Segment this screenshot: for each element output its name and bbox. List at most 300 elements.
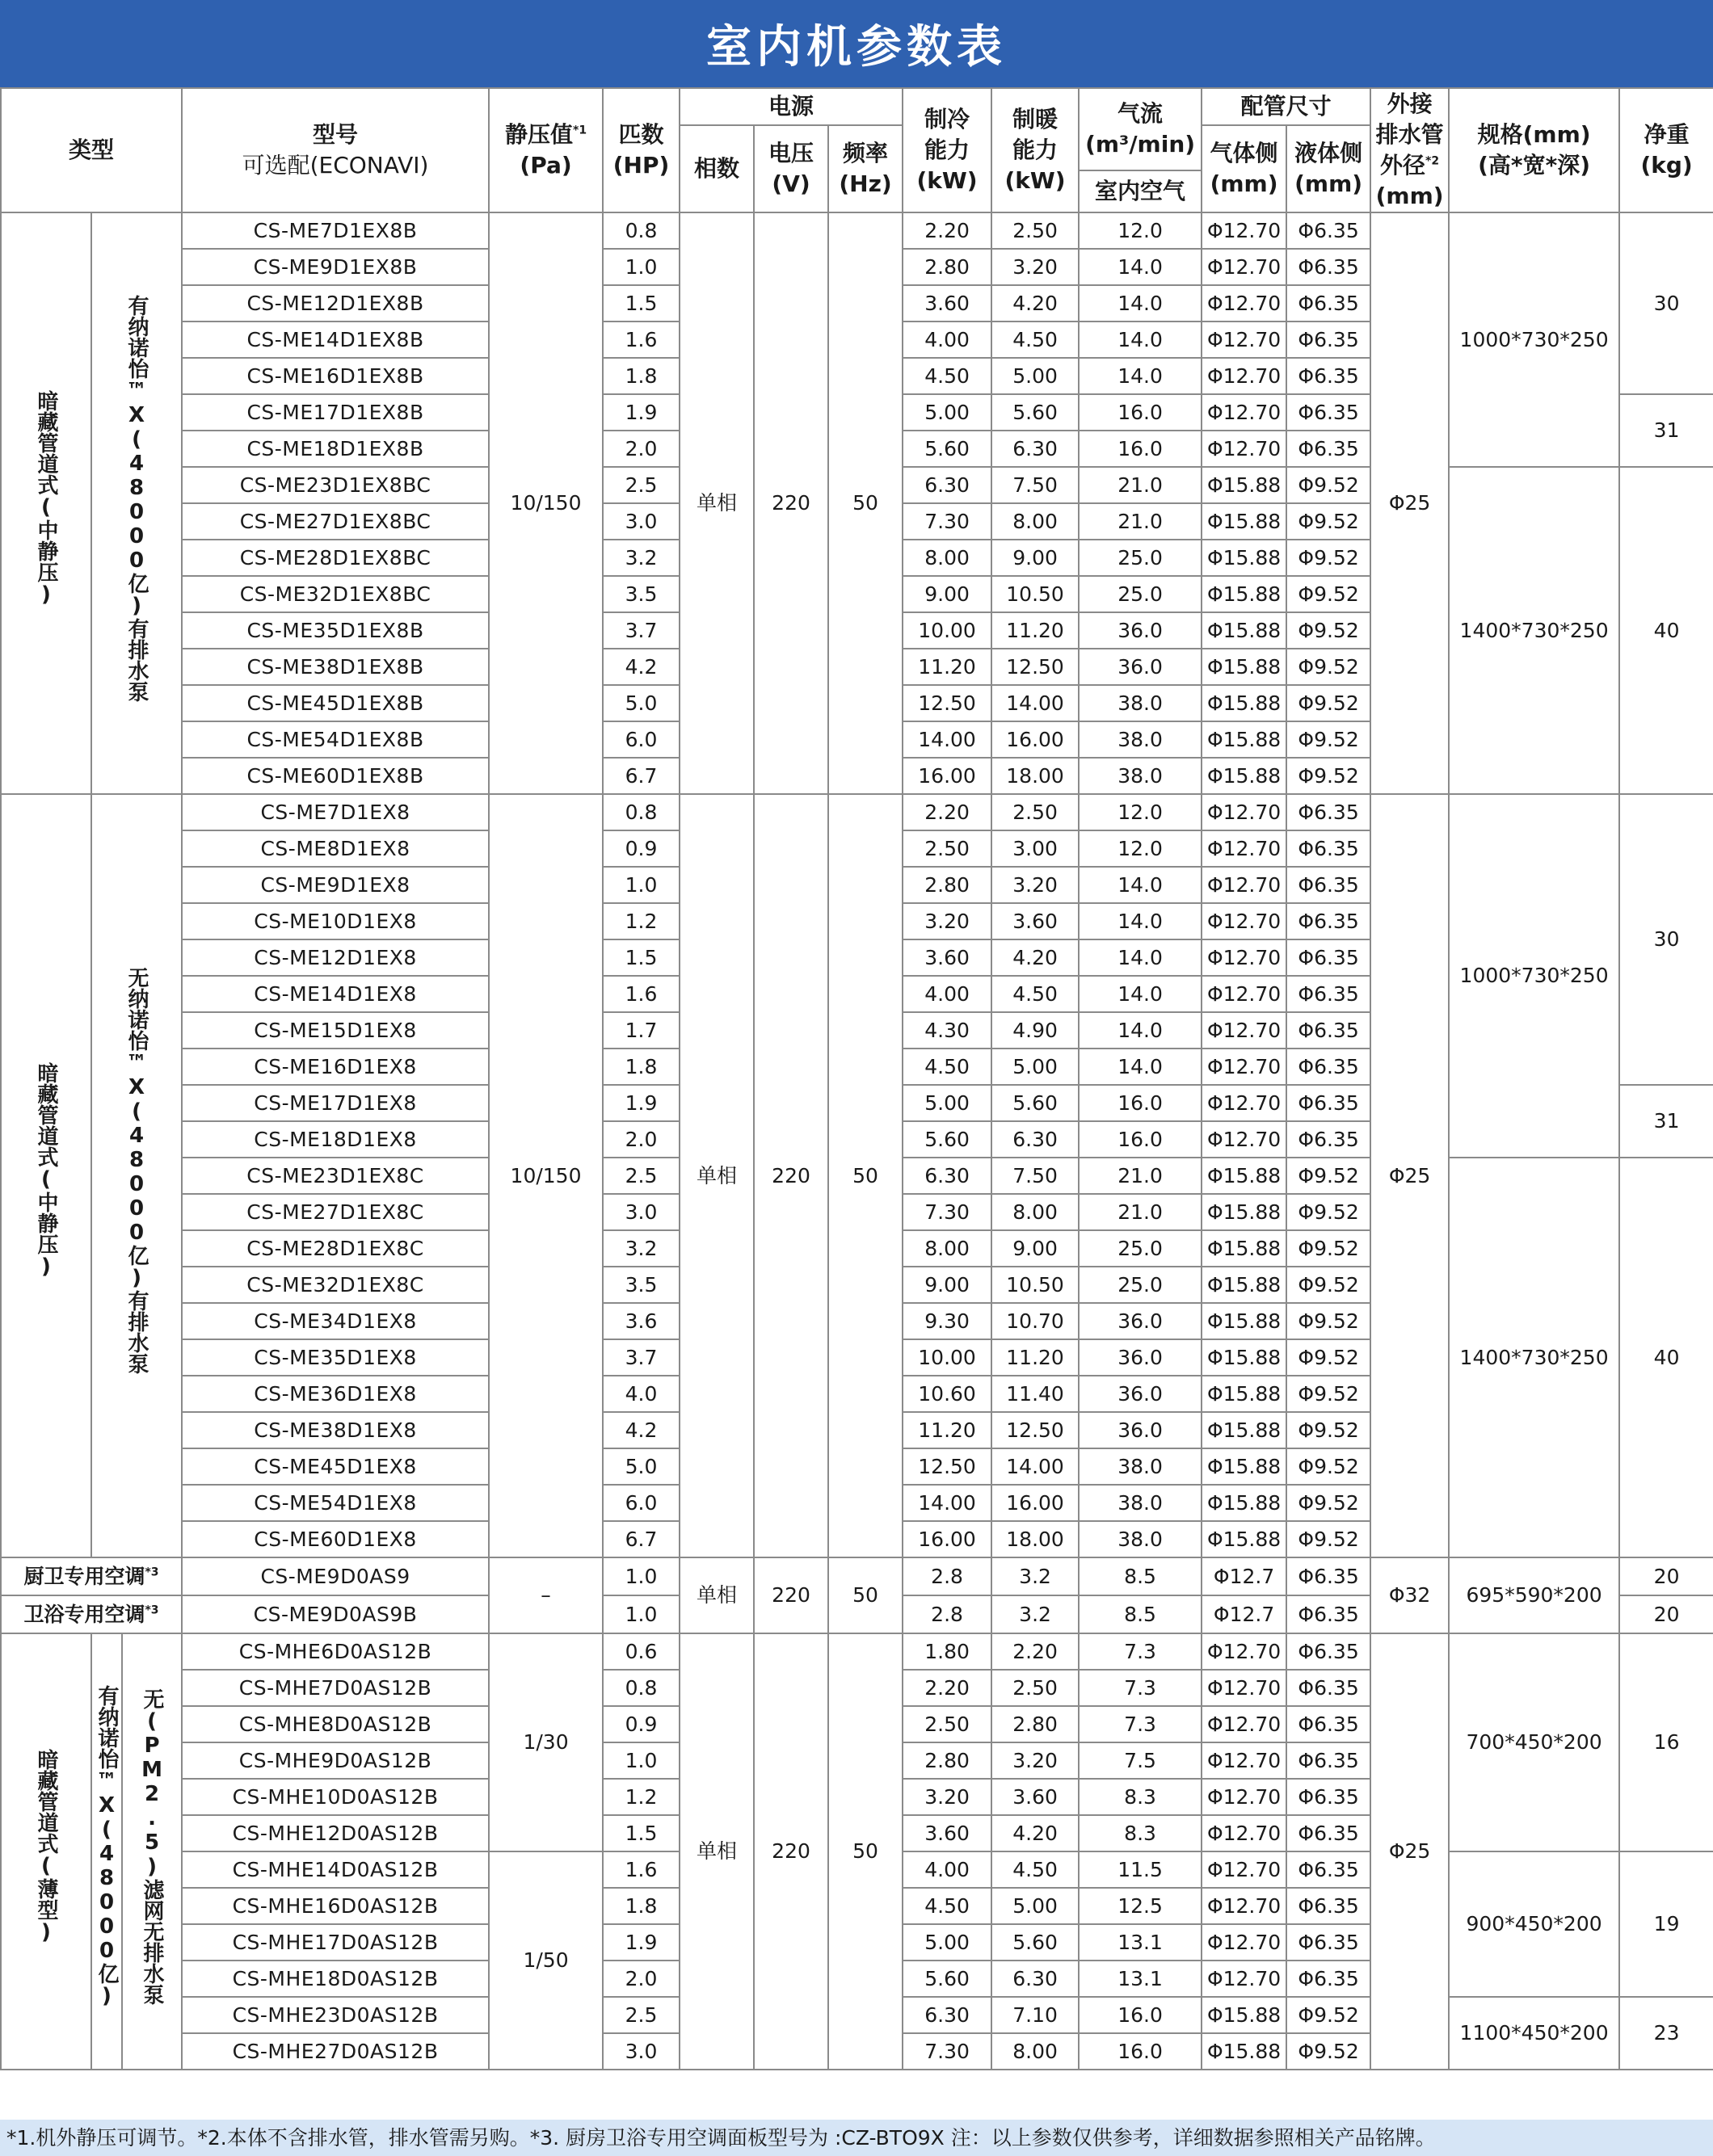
model-cell: CS-ME14D1EX8 — [182, 976, 489, 1012]
model-cell: CS-ME14D1EX8B — [182, 322, 489, 358]
drain-cell: Φ25 — [1370, 794, 1449, 1557]
cool-cell: 10.60 — [903, 1376, 991, 1412]
heat-cell: 8.00 — [991, 1194, 1079, 1230]
liquid-pipe-cell: Φ6.35 — [1286, 1085, 1370, 1121]
weight-cell: 16 — [1619, 1633, 1713, 1851]
model-cell: CS-ME28D1EX8BC — [182, 540, 489, 576]
airflow-cell: 25.0 — [1079, 540, 1202, 576]
size-cell: 700*450*200 — [1449, 1633, 1619, 1851]
liquid-pipe-cell: Φ6.35 — [1286, 358, 1370, 394]
airflow-cell: 14.0 — [1079, 976, 1202, 1012]
cool-cell: 9.00 — [903, 1267, 991, 1303]
hp-cell: 1.0 — [603, 1742, 680, 1779]
liquid-pipe-cell: Φ9.52 — [1286, 1412, 1370, 1448]
kitchen-type — [1, 1557, 182, 1595]
header-airflow-sub: 室内空气 — [1079, 170, 1202, 212]
cool-cell: 4.50 — [903, 358, 991, 394]
airflow-cell: 16.0 — [1079, 431, 1202, 467]
type-label: 厨卫专用空调 — [23, 1564, 145, 1588]
cool-cell: 10.00 — [903, 612, 991, 649]
heat-cell: 2.50 — [991, 794, 1079, 830]
header-hp: 匹数 (HP) — [603, 88, 680, 212]
model-cell: CS-MHE6D0AS12B — [182, 1633, 489, 1670]
cool-cell: 12.50 — [903, 685, 991, 721]
liquid-pipe-cell: Φ6.35 — [1286, 1670, 1370, 1706]
model-cell: CS-MHE16D0AS12B — [182, 1888, 489, 1924]
model-cell: CS-ME28D1EX8C — [182, 1230, 489, 1267]
liquid-pipe-cell: Φ9.52 — [1286, 721, 1370, 758]
liquid-pipe-cell: Φ6.35 — [1286, 1742, 1370, 1779]
liquid-pipe-cell: Φ9.52 — [1286, 2033, 1370, 2070]
heat-cell: 16.00 — [991, 1485, 1079, 1521]
header-liquid: 液体侧 (mm) — [1286, 125, 1370, 212]
gas-pipe-cell: Φ12.70 — [1202, 322, 1286, 358]
model-cell: CS-MHE18D0AS12B — [182, 1961, 489, 1997]
airflow-cell: 12.0 — [1079, 794, 1202, 830]
airflow-cell: 36.0 — [1079, 1303, 1202, 1339]
airflow-cell: 16.0 — [1079, 1085, 1202, 1121]
model-cell: CS-ME32D1EX8BC — [182, 576, 489, 612]
gas-pipe-cell: Φ15.88 — [1202, 685, 1286, 721]
gas-pipe-cell: Φ15.88 — [1202, 467, 1286, 503]
airflow-cell: 14.0 — [1079, 249, 1202, 285]
gas-pipe-cell: Φ12.70 — [1202, 1049, 1286, 1085]
gas-pipe-cell: Φ15.88 — [1202, 649, 1286, 685]
airflow-cell: 16.0 — [1079, 1121, 1202, 1158]
cool-cell: 12.50 — [903, 1448, 991, 1485]
gas-pipe-cell: Φ12.70 — [1202, 1924, 1286, 1961]
model-cell: CS-MHE12D0AS12B — [182, 1815, 489, 1851]
hp-cell: 3.0 — [603, 2033, 680, 2070]
cool-cell: 2.8 — [903, 1595, 991, 1633]
footnote: *1.机外静压可调节。*2.本体不含排水管，排水管需另购。*3. 厨房卫浴专用空调面板型号为 :CZ-BTO9X 注：以上参数仅供参考，详细数据参照相关产品铭牌。 — [0, 2120, 1713, 2156]
group-type-label: 暗藏管道式(中静压) — [34, 389, 58, 607]
heat-cell: 14.00 — [991, 1448, 1079, 1485]
model-cell: CS-ME23D1EX8BC — [182, 467, 489, 503]
cool-cell: 4.50 — [903, 1888, 991, 1924]
weight-cell: 20 — [1619, 1557, 1713, 1595]
gas-pipe-cell: Φ12.70 — [1202, 1670, 1286, 1706]
model-cell: CS-ME60D1EX8B — [182, 758, 489, 794]
hp-cell: 3.5 — [603, 1267, 680, 1303]
voltage-cell: 220 — [754, 1557, 828, 1633]
weight-cell: 40 — [1619, 1158, 1713, 1557]
heat-cell: 6.30 — [991, 431, 1079, 467]
static-cell: 10/150 — [489, 794, 603, 1557]
header-voltage: 电压 (V) — [754, 125, 828, 212]
heat-cell: 2.80 — [991, 1706, 1079, 1742]
gas-pipe-cell: Φ12.70 — [1202, 285, 1286, 322]
cool-cell: 2.50 — [903, 1706, 991, 1742]
hp-cell: 3.0 — [603, 1194, 680, 1230]
gas-pipe-cell: Φ12.70 — [1202, 939, 1286, 976]
gas-pipe-cell: Φ15.88 — [1202, 540, 1286, 576]
model-cell: CS-ME27D1EX8BC — [182, 503, 489, 540]
model-cell: CS-ME9D1EX8 — [182, 867, 489, 903]
liquid-pipe-cell: Φ6.35 — [1286, 1049, 1370, 1085]
model-cell: CS-ME27D1EX8C — [182, 1194, 489, 1230]
hp-cell: 1.5 — [603, 939, 680, 976]
heat-cell: 8.00 — [991, 2033, 1079, 2070]
phase-cell: 单相 — [680, 212, 754, 794]
gas-pipe-cell: Φ15.88 — [1202, 1303, 1286, 1339]
airflow-cell: 14.0 — [1079, 867, 1202, 903]
liquid-pipe-cell: Φ9.52 — [1286, 1194, 1370, 1230]
liquid-pipe-cell: Φ9.52 — [1286, 649, 1370, 685]
header-weight: 净重 (kg) — [1619, 88, 1713, 212]
liquid-pipe-cell: Φ9.52 — [1286, 1339, 1370, 1376]
airflow-cell: 7.3 — [1079, 1706, 1202, 1742]
hp-cell: 2.5 — [603, 467, 680, 503]
hp-cell: 1.8 — [603, 358, 680, 394]
hp-cell: 4.2 — [603, 649, 680, 685]
model-cell: CS-ME15D1EX8 — [182, 1012, 489, 1049]
model-cell: CS-ME38D1EX8 — [182, 1412, 489, 1448]
voltage-cell: 220 — [754, 794, 828, 1557]
cool-cell: 5.60 — [903, 1121, 991, 1158]
model-cell: CS-MHE17D0AS12B — [182, 1924, 489, 1961]
heat-cell: 2.50 — [991, 1670, 1079, 1706]
heat-cell: 7.50 — [991, 467, 1079, 503]
hp-cell: 0.8 — [603, 1670, 680, 1706]
hp-cell: 3.0 — [603, 503, 680, 540]
airflow-cell: 13.1 — [1079, 1924, 1202, 1961]
static-cell: 1/50 — [489, 1851, 603, 2070]
heat-cell: 9.00 — [991, 540, 1079, 576]
table-row — [1, 212, 1713, 249]
hp-cell: 5.0 — [603, 685, 680, 721]
gas-pipe-cell: Φ15.88 — [1202, 1485, 1286, 1521]
hp-cell: 6.0 — [603, 721, 680, 758]
airflow-cell: 7.5 — [1079, 1742, 1202, 1779]
hp-cell: 1.8 — [603, 1888, 680, 1924]
cool-cell: 6.30 — [903, 467, 991, 503]
airflow-cell: 12.5 — [1079, 1888, 1202, 1924]
size-cell: 1400*730*250 — [1449, 467, 1619, 794]
weight-cell: 30 — [1619, 212, 1713, 394]
hp-cell: 6.7 — [603, 758, 680, 794]
gas-pipe-cell: Φ12.7 — [1202, 1595, 1286, 1633]
cool-cell: 9.00 — [903, 576, 991, 612]
size-cell: 1000*730*250 — [1449, 794, 1619, 1158]
liquid-pipe-cell: Φ6.35 — [1286, 431, 1370, 467]
heat-cell: 3.2 — [991, 1595, 1079, 1633]
weight-cell: 31 — [1619, 1085, 1713, 1158]
heat-cell: 18.00 — [991, 1521, 1079, 1557]
footnote-ref: *3 — [145, 1603, 159, 1617]
drain-cell: Φ32 — [1370, 1557, 1449, 1633]
gas-pipe-cell: Φ12.70 — [1202, 830, 1286, 867]
cool-cell: 11.20 — [903, 649, 991, 685]
airflow-cell: 8.3 — [1079, 1815, 1202, 1851]
gas-pipe-cell: Φ12.70 — [1202, 212, 1286, 249]
bath-type — [1, 1595, 182, 1633]
voltage-cell: 220 — [754, 1633, 828, 2070]
size-cell: 1000*730*250 — [1449, 212, 1619, 467]
gas-pipe-cell: Φ15.88 — [1202, 1339, 1286, 1376]
airflow-cell: 11.5 — [1079, 1851, 1202, 1888]
group-type — [1, 794, 91, 1557]
gas-pipe-cell: Φ12.70 — [1202, 1779, 1286, 1815]
hp-cell: 1.8 — [603, 1049, 680, 1085]
hp-cell: 3.2 — [603, 1230, 680, 1267]
phase-cell: 单相 — [680, 794, 754, 1557]
cool-cell: 5.60 — [903, 1961, 991, 1997]
hp-cell: 4.0 — [603, 1376, 680, 1412]
heat-cell: 10.50 — [991, 1267, 1079, 1303]
gas-pipe-cell: Φ15.88 — [1202, 1158, 1286, 1194]
airflow-cell: 38.0 — [1079, 758, 1202, 794]
gas-pipe-cell: Φ12.70 — [1202, 1815, 1286, 1851]
airflow-cell: 38.0 — [1079, 1485, 1202, 1521]
hp-cell: 1.7 — [603, 1012, 680, 1049]
hp-cell: 4.2 — [603, 1412, 680, 1448]
gas-pipe-cell: Φ15.88 — [1202, 503, 1286, 540]
airflow-cell: 7.3 — [1079, 1633, 1202, 1670]
liquid-pipe-cell: Φ6.35 — [1286, 285, 1370, 322]
table-row — [1, 794, 1713, 830]
airflow-cell: 16.0 — [1079, 1997, 1202, 2033]
gas-pipe-cell: Φ12.70 — [1202, 394, 1286, 431]
hp-cell: 1.0 — [603, 1595, 680, 1633]
heat-cell: 4.50 — [991, 1851, 1079, 1888]
weight-cell: 30 — [1619, 794, 1713, 1085]
cool-cell: 14.00 — [903, 721, 991, 758]
group-type — [1, 212, 91, 794]
model-cell: CS-ME34D1EX8 — [182, 1303, 489, 1339]
hp-cell: 0.8 — [603, 212, 680, 249]
heat-cell: 3.60 — [991, 1779, 1079, 1815]
hp-cell: 1.9 — [603, 394, 680, 431]
header-pipe: 配管尺寸 — [1202, 88, 1370, 125]
liquid-pipe-cell: Φ6.35 — [1286, 867, 1370, 903]
airflow-cell: 14.0 — [1079, 358, 1202, 394]
hp-cell: 1.6 — [603, 976, 680, 1012]
header-freq: 频率 (Hz) — [828, 125, 903, 212]
cool-cell: 3.60 — [903, 285, 991, 322]
model-cell: CS-ME12D1EX8 — [182, 939, 489, 976]
header-model: 型号 可选配(ECONAVI) — [182, 88, 489, 212]
group-subtype — [91, 794, 182, 1557]
hp-cell: 0.9 — [603, 1706, 680, 1742]
gas-pipe-cell: Φ12.70 — [1202, 1085, 1286, 1121]
gas-pipe-cell: Φ12.70 — [1202, 431, 1286, 467]
airflow-cell: 36.0 — [1079, 649, 1202, 685]
liquid-pipe-cell: Φ9.52 — [1286, 503, 1370, 540]
airflow-cell: 36.0 — [1079, 612, 1202, 649]
airflow-cell: 38.0 — [1079, 1448, 1202, 1485]
airflow-cell: 38.0 — [1079, 721, 1202, 758]
model-cell: CS-ME60D1EX8 — [182, 1521, 489, 1557]
table-row — [1, 1557, 1713, 1595]
airflow-cell: 21.0 — [1079, 503, 1202, 540]
heat-cell: 5.60 — [991, 1085, 1079, 1121]
liquid-pipe-cell: Φ6.35 — [1286, 212, 1370, 249]
hp-cell: 2.0 — [603, 1961, 680, 1997]
size-cell: 900*450*200 — [1449, 1851, 1619, 1997]
gas-pipe-cell: Φ12.70 — [1202, 794, 1286, 830]
heat-cell: 4.90 — [991, 1012, 1079, 1049]
gas-pipe-cell: Φ12.70 — [1202, 1121, 1286, 1158]
voltage-cell: 220 — [754, 212, 828, 794]
liquid-pipe-cell: Φ6.35 — [1286, 1595, 1370, 1633]
liquid-pipe-cell: Φ6.35 — [1286, 1961, 1370, 1997]
cool-cell: 3.20 — [903, 903, 991, 939]
heat-cell: 5.00 — [991, 1888, 1079, 1924]
heat-cell: 4.50 — [991, 322, 1079, 358]
airflow-cell: 21.0 — [1079, 467, 1202, 503]
model-cell: CS-MHE9D0AS12B — [182, 1742, 489, 1779]
liquid-pipe-cell: Φ9.52 — [1286, 1230, 1370, 1267]
weight-cell: 23 — [1619, 1997, 1713, 2070]
cool-cell: 2.50 — [903, 830, 991, 867]
hp-cell: 5.0 — [603, 1448, 680, 1485]
model-cell: CS-ME32D1EX8C — [182, 1267, 489, 1303]
airflow-cell: 14.0 — [1079, 903, 1202, 939]
heat-cell: 3.60 — [991, 903, 1079, 939]
model-cell: CS-MHE14D0AS12B — [182, 1851, 489, 1888]
cool-cell: 7.30 — [903, 2033, 991, 2070]
group-type-label: 暗藏管道式(中静压) — [34, 1062, 58, 1279]
airflow-cell: 14.0 — [1079, 285, 1202, 322]
cool-cell: 3.60 — [903, 939, 991, 976]
heat-cell: 4.20 — [991, 1815, 1079, 1851]
gas-pipe-cell: Φ12.70 — [1202, 867, 1286, 903]
airflow-cell: 21.0 — [1079, 1158, 1202, 1194]
weight-cell: 20 — [1619, 1595, 1713, 1633]
liquid-pipe-cell: Φ9.52 — [1286, 612, 1370, 649]
cool-cell: 4.00 — [903, 1851, 991, 1888]
hp-cell: 6.0 — [603, 1485, 680, 1521]
cool-cell: 8.00 — [903, 1230, 991, 1267]
heat-cell: 2.20 — [991, 1633, 1079, 1670]
liquid-pipe-cell: Φ6.35 — [1286, 1924, 1370, 1961]
header-gas: 气体侧 (mm) — [1202, 125, 1286, 212]
gas-pipe-cell: Φ12.70 — [1202, 358, 1286, 394]
table-row — [1, 1633, 1713, 1670]
heat-cell: 11.20 — [991, 1339, 1079, 1376]
page-title: 室内机参数表 — [0, 0, 1713, 87]
hp-cell: 3.6 — [603, 1303, 680, 1339]
hp-cell: 3.7 — [603, 1339, 680, 1376]
liquid-pipe-cell: Φ6.35 — [1286, 1888, 1370, 1924]
drain-cell: Φ25 — [1370, 1633, 1449, 2070]
heat-cell: 2.50 — [991, 212, 1079, 249]
gas-pipe-cell: Φ12.70 — [1202, 976, 1286, 1012]
liquid-pipe-cell: Φ6.35 — [1286, 1633, 1370, 1670]
liquid-pipe-cell: Φ6.35 — [1286, 394, 1370, 431]
model-cell: CS-ME45D1EX8 — [182, 1448, 489, 1485]
cool-cell: 16.00 — [903, 758, 991, 794]
cool-cell: 2.80 — [903, 1742, 991, 1779]
static-cell: 10/150 — [489, 212, 603, 794]
phase-cell: 单相 — [680, 1557, 754, 1633]
airflow-cell: 16.0 — [1079, 2033, 1202, 2070]
gas-pipe-cell: Φ12.70 — [1202, 1706, 1286, 1742]
model-cell: CS-ME9D1EX8B — [182, 249, 489, 285]
airflow-cell: 14.0 — [1079, 1049, 1202, 1085]
cool-cell: 2.20 — [903, 212, 991, 249]
size-cell: 695*590*200 — [1449, 1557, 1619, 1633]
model-cell: CS-ME17D1EX8B — [182, 394, 489, 431]
heat-cell: 10.50 — [991, 576, 1079, 612]
cool-cell: 4.00 — [903, 976, 991, 1012]
airflow-cell: 14.0 — [1079, 1012, 1202, 1049]
gas-pipe-cell: Φ15.88 — [1202, 612, 1286, 649]
liquid-pipe-cell: Φ6.35 — [1286, 1012, 1370, 1049]
heat-cell: 6.30 — [991, 1961, 1079, 1997]
gas-pipe-cell: Φ15.88 — [1202, 1376, 1286, 1412]
airflow-cell: 21.0 — [1079, 1194, 1202, 1230]
header-type: 类型 — [1, 88, 182, 212]
header-heat: 制暖 能力 (kW) — [991, 88, 1079, 212]
hp-cell: 1.2 — [603, 903, 680, 939]
gas-pipe-cell: Φ15.88 — [1202, 1521, 1286, 1557]
heat-cell: 6.30 — [991, 1121, 1079, 1158]
heat-cell: 7.50 — [991, 1158, 1079, 1194]
airflow-cell: 12.0 — [1079, 830, 1202, 867]
airflow-cell: 16.0 — [1079, 394, 1202, 431]
freq-cell: 50 — [828, 212, 903, 794]
hp-cell: 3.7 — [603, 612, 680, 649]
spec-table-body — [1, 212, 1713, 2070]
liquid-pipe-cell: Φ6.35 — [1286, 976, 1370, 1012]
group-subtype — [91, 212, 182, 794]
cool-cell: 11.20 — [903, 1412, 991, 1448]
cool-cell: 7.30 — [903, 503, 991, 540]
gas-pipe-cell: Φ15.88 — [1202, 1448, 1286, 1485]
gas-pipe-cell: Φ15.88 — [1202, 1230, 1286, 1267]
heat-cell: 4.20 — [991, 285, 1079, 322]
airflow-cell: 25.0 — [1079, 576, 1202, 612]
heat-cell: 4.50 — [991, 976, 1079, 1012]
header-phase: 相数 — [680, 125, 754, 212]
heat-cell: 18.00 — [991, 758, 1079, 794]
liquid-pipe-cell: Φ9.52 — [1286, 685, 1370, 721]
hp-cell: 0.6 — [603, 1633, 680, 1670]
heat-cell: 5.00 — [991, 358, 1079, 394]
liquid-pipe-cell: Φ6.35 — [1286, 830, 1370, 867]
cool-cell: 9.30 — [903, 1303, 991, 1339]
cool-cell: 2.80 — [903, 867, 991, 903]
header-size: 规格(mm) (高*宽*深) — [1449, 88, 1619, 212]
model-cell: CS-ME9D0AS9 — [182, 1557, 489, 1595]
airflow-cell: 25.0 — [1079, 1230, 1202, 1267]
liquid-pipe-cell: Φ9.52 — [1286, 1448, 1370, 1485]
drain-cell: Φ25 — [1370, 212, 1449, 794]
cool-cell: 1.80 — [903, 1633, 991, 1670]
airflow-cell: 38.0 — [1079, 685, 1202, 721]
cool-cell: 16.00 — [903, 1521, 991, 1557]
model-cell: CS-ME8D1EX8 — [182, 830, 489, 867]
gas-pipe-cell: Φ12.70 — [1202, 903, 1286, 939]
heat-cell: 3.20 — [991, 1742, 1079, 1779]
airflow-cell: 38.0 — [1079, 1521, 1202, 1557]
heat-cell: 3.20 — [991, 867, 1079, 903]
freq-cell: 50 — [828, 1633, 903, 2070]
cool-cell: 7.30 — [903, 1194, 991, 1230]
liquid-pipe-cell: Φ9.52 — [1286, 1376, 1370, 1412]
airflow-cell: 36.0 — [1079, 1412, 1202, 1448]
group-subtype — [91, 1633, 122, 2070]
gas-pipe-cell: Φ15.88 — [1202, 1997, 1286, 2033]
cool-cell: 4.30 — [903, 1012, 991, 1049]
hp-cell: 1.5 — [603, 285, 680, 322]
model-cell: CS-ME12D1EX8B — [182, 285, 489, 322]
cool-cell: 3.60 — [903, 1815, 991, 1851]
airflow-cell: 13.1 — [1079, 1961, 1202, 1997]
airflow-cell: 8.5 — [1079, 1557, 1202, 1595]
